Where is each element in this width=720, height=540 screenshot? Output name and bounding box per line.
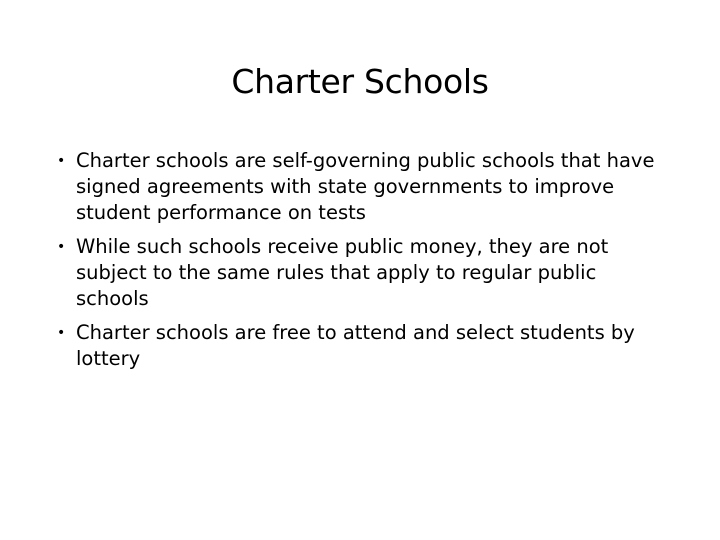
bullet-text: Charter schools are self-governing public schools that have signed agreements with state governments to improve student performance on tests — [76, 149, 655, 224]
bullet-list — [54, 148, 674, 380]
bullet-icon: • — [57, 153, 66, 169]
slide-title: Charter Schools — [231, 62, 489, 101]
bullet-text: While such schools receive public money, they are not subject to the same rules that apply to regular public schools — [76, 235, 609, 310]
bullet-icon: • — [57, 325, 66, 341]
bullet-text: Charter schools are free to attend and select students by lottery — [76, 321, 635, 370]
bullet-item — [54, 148, 674, 226]
bullet-icon: • — [57, 239, 66, 255]
bullet-item — [54, 234, 674, 312]
bullet-item — [54, 320, 674, 372]
